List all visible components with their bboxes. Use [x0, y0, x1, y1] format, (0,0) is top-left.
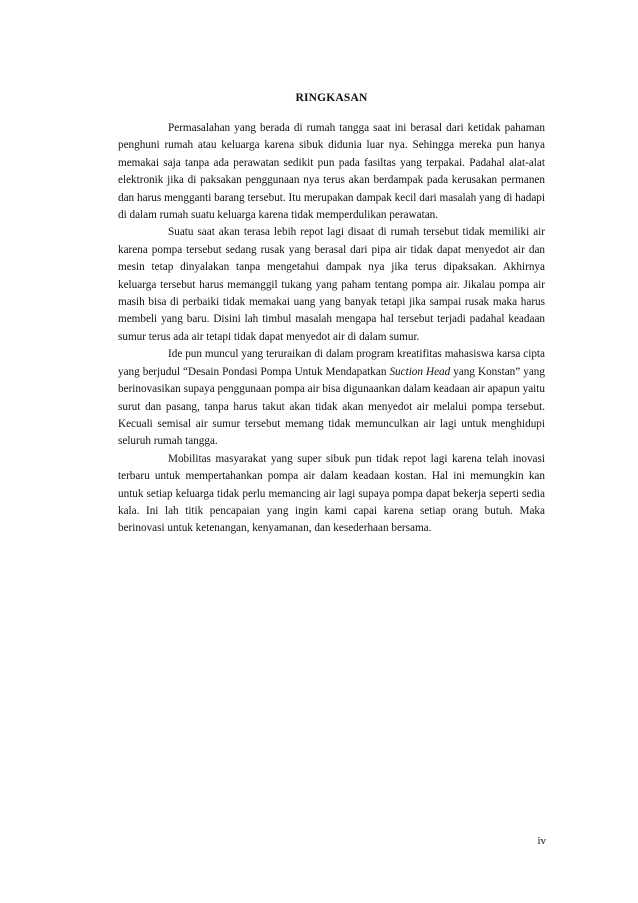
paragraph-text: Ide pun muncul yang teruraikan di dalam program kreatifitas mahasiswa karsa cipta yang berjudul “Desain Pondasi Pompa Untuk Mendapatkan	[118, 348, 545, 378]
summary-paragraph-2	[118, 224, 545, 346]
paragraph-text: Mobilitas masyarakat yang super sibuk pun tidak repot lagi karena telah inovasi terbaru untuk mempertahankan pompa air dalam keadaan kostan. Hal ini memungkin kan untuk setiap keluarga tidak perlu memancing air lagi supaya pompa dapat bekerja seperti sedia kala. Ini lah titik pencapaian yang ingin kami capai karena setiap orang butuh. Maka berinovasi untuk ketenangan, kenyamanan, dan kesederhaan bersama.	[118, 452, 545, 535]
summary-paragraph-3	[118, 346, 545, 450]
summary-paragraph-4	[118, 451, 545, 538]
summary-body	[118, 120, 545, 538]
paragraph-text: Permasalahan yang berada di rumah tangga saat ini berasal dari ketidak pahaman penghuni rumah atau keluarga karena sibuk didunia luar nya. Sehingga mereka pun hanya memakai saja tanpa ada perawatan sedikit pun pada fasiltas yang terpakai. Padahal alat-alat elektronik jika di paksakan penggunaan nya terus akan berdampak pada kerusakan permanen dan harus mengganti barang tersebut. Itu merupakan dampak kecil dari masalah yang di hadapi di dalam rumah suatu keluarga karena tidak memperdulikan perawatan.	[118, 122, 545, 222]
italic-term: Suction Head	[389, 365, 451, 378]
page-content	[118, 90, 545, 538]
page-number: iv	[537, 835, 546, 847]
paragraph-text: Suatu saat akan terasa lebih repot lagi disaat di rumah tersebut tidak memiliki air karena pompa tersebut sedang rusak yang berasal dari pipa air tidak dapat menyedot air dan mesin tetap dinyalakan tanpa mengetahui dampak nya jika terus dipaksakan. Akhirnya keluarga tersebut harus memanggil tukang yang paham tentang pompa air. Jikalau pompa air masih bisa di perbaiki tidak memakai uang yang banyak tetapi jika sampai rusak maka harus membeli yang baru. Disini lah timbul masalah mengapa hal tersebut terjadi padahal keadaan sumur terus ada air tetapi tidak dapat menyedot air di dalam sumur.	[118, 226, 545, 343]
paragraph-text: yang Konstan” yang berinovasikan supaya penggunaan pompa air bisa digunaankan dalam keadaan air apapun yaitu surut dan pasang, tanpa harus takut akan tidak akan menyedot air melalui pompa tersebut. Kecuali semisal air sumur tersebut memang tidak memunculkan air lagi untuk menghidupi seluruh rumah tangga.	[118, 365, 545, 448]
summary-paragraph-1	[118, 120, 545, 224]
page-title: RINGKASAN	[295, 92, 368, 104]
